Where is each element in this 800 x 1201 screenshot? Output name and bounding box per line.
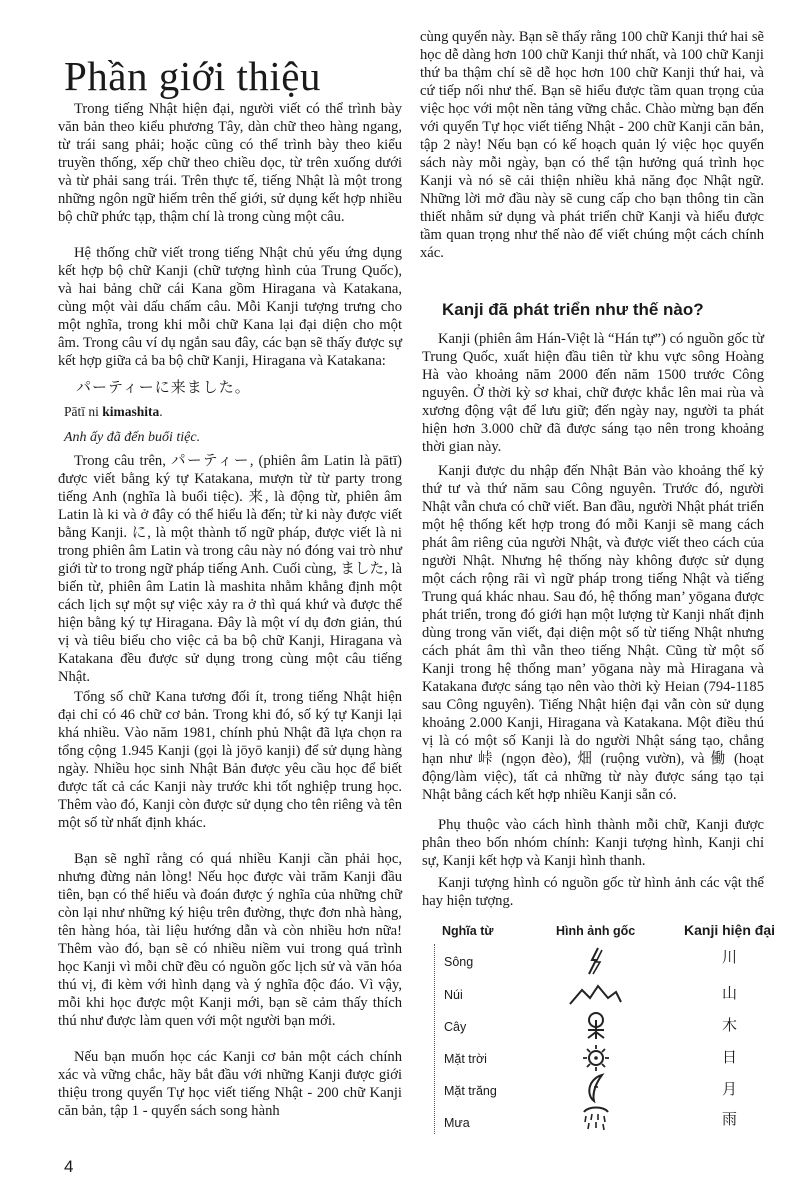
history-paragraph-3: Phụ thuộc vào cách hình thành mỗi chữ, Kanji được phân theo bốn nhóm chính: Kanji tượng hình, Kanji chỉ sự, Kanji kết hợp và Kanji hình thanh.: [422, 817, 764, 869]
table-row-kanji: 木: [722, 1016, 738, 1034]
table-row-kanji: 月: [722, 1080, 738, 1098]
example-japanese: パーティーに来ました。: [76, 378, 251, 396]
table-row-kanji: 山: [722, 984, 738, 1002]
table-row-meaning: Cây: [444, 1020, 467, 1034]
table-row-meaning: Mưa: [444, 1116, 470, 1130]
section-heading: Kanji đã phát triển như thế nào?: [442, 300, 704, 319]
table-row-kanji: 川: [722, 948, 738, 966]
table-header-original: Hình ảnh gốc: [556, 924, 636, 938]
moon-pictograph-icon: [574, 1073, 618, 1103]
intro-paragraph-1: Trong tiếng Nhật hiện đại, người viết có thể trình bày văn bản theo kiểu phương Tây, dàn chữ theo hàng ngang, từ trái sang phải; hoặc cũng có thể trình bày theo kiểu truyền thống, xếp chữ theo chiều dọc, từ trên xuống dưới và từ phải sang trái. Trên thực tế, tiếng Nhật là một trong những ngôn ngữ hiếm trên thế giới, sử dụng kết hợp nhiều bộ chữ phức tạp, thậm chí là trong cùng một câu.: [58, 101, 402, 225]
table-divider: [434, 944, 435, 1134]
page-number: 4: [64, 1157, 74, 1176]
intro-paragraph-2: Hệ thống chữ viết trong tiếng Nhật chủ yếu ứng dụng kết hợp bộ chữ Kanji (chữ tượng hình của Trung Quốc), và hai bảng chữ cái Kana gồm Hiragana và Katakana, cùng một vài dấu chấm câu. Mỗi Kanji tượng trưng cho một nghĩa, trong khi mỗi chữ Kana lại đại diện cho một âm. Trong câu ví dụ ngắn sau đây, các bạn sẽ thấy được sự kết hợp giữa cả ba bộ chữ Kanji, Hiragana và Katakana:: [58, 245, 402, 369]
intro-paragraph-4: Tổng số chữ Kana tương đối ít, trong tiếng Nhật hiện đại chỉ có 46 chữ cơ bản. Trong khi đó, số ký tự Kanji lại khá nhiều. Vào năm 1981, chính phủ Nhật đã lựa chọn ra tổng cộng 1.945 Kanji (gọi là jōyō kanji) để sử dụng hàng ngày. Nhiều học sinh Nhật Bản được yêu cầu học để biết được tất cả các Kanji này trước khi tốt nghiệp trung học. Thêm vào đó, Kanji còn được sử dụng cho tên riêng và tên một số từ nhất định khác.: [58, 689, 402, 831]
tree-pictograph-icon: [574, 1010, 618, 1040]
table-row-meaning: Mặt trời: [444, 1052, 487, 1066]
table-row-kanji: 雨: [722, 1110, 738, 1128]
example-romaji: Pātī ni kimashita.: [64, 404, 163, 419]
history-paragraph-2: Kanji được du nhập đến Nhật Bản vào khoảng thế kỷ thứ tư và thứ năm sau Công nguyên. Trước đó, người Nhật vẫn chưa có chữ viết. Ban đầu, người Nhật phát triển một hệ thống kết hợp trong đó mỗi Kanji sẽ mang cách phát âm riêng của người Nhật, và được viết theo cách của người Nhật. Nhưng hệ thống này không được sử dụng một cách rộng rãi vì ngữ pháp trong tiếng Nhật và tiếng Trung quá khác nhau. Sau đó, hệ thống man’ yōgana được phát triển, trong đó giới hạn một lượng từ Kanji nhất định dùng trong văn viết, đại diện một số từ tiếng Nhật nhưng cách phát âm thì vẫn theo tiếng Nhật. Cũng từ một số Kanji trong hệ thống man’ yōgana này mà Hiragana và Katakana được sáng tạo nên vào thời kỳ Heian (794-1185 sau Công nguyên). Tiếng Nhật hiện đại vẫn còn sử dụng khoảng 2.000 Kanji, Hiragana và Katakana. Một điều thú vị là có một số Kanji là do người Nhật sáng tạo, chẳng hạn như 峠 (ngọn đèo), 畑 (ruộng vườn), và 働 (hoạt động/làm việc), tất cả những từ này được sáng tạo tại Nhật bằng cách kết hợp nhiều Kanji sẵn có.: [422, 463, 764, 803]
table-row-meaning: Sông: [444, 955, 474, 969]
table-row-kanji: 日: [722, 1048, 738, 1066]
intro-paragraph-6: Nếu bạn muốn học các Kanji cơ bản một cách chính xác và vững chắc, hãy bắt đầu với những Kanji được giới thiệu trong quyển Tự học viết tiếng Nhật - 200 chữ Kanji căn bản, tập 1 - quyển sách song hành: [58, 1049, 402, 1119]
history-paragraph-1: Kanji (phiên âm Hán-Việt là “Hán tự”) có nguồn gốc từ Trung Quốc, xuất hiện đầu tiên từ khu vực sông Hoàng Hà vào khoảng năm 2000 đến năm 1500 trước Công nguyên. Ở thời kỳ sơ khai, chữ được khắc lên mai rùa và xương động vật để lưu giữ; đến ngày nay, người ta phát hiện hơn 3.000 chữ đã được sáng tạo nên trong khoảng thời gian này.: [422, 331, 764, 455]
table-row-meaning: Mặt trăng: [444, 1084, 497, 1098]
continued-paragraph: cùng quyển này. Bạn sẽ thấy rằng 100 chữ Kanji thứ hai sẽ học dễ dàng hơn 100 chữ Kanji thứ nhất, và 100 chữ Kanji thứ ba thậm chí sẽ dễ học hơn 100 chữ Kanji thứ hai, và cứ tiếp nối như thế. Bạn sẽ hiểu được tầm quan trọng của việc học với một nền tảng vững chắc. Chào mừng bạn đến với quyển Tự học viết tiếng Nhật - 200 chữ Kanji căn bản, tập 2 này! Nếu bạn có kế hoạch quản lý việc học quyển sách này mỗi ngày, bạn có thể tận hưởng quá trình học Kanji và nó sẽ cải thiện nhiều khả năng đọc Nhật ngữ. Những lời mở đầu này sẽ cung cấp cho bạn thông tin cần thiết nhằm sử dụng và phát triển chữ Kanji và hiểu được tầm quan trọng như thế nào để viết chúng một cách chính xác.: [420, 29, 764, 261]
page-title: Phần giới thiệu: [64, 53, 321, 99]
history-paragraph-4: Kanji tượng hình có nguồn gốc từ hình ảnh các vật thể hay hiện tượng.: [422, 875, 764, 909]
rain-pictograph-icon: [574, 1104, 618, 1134]
intro-paragraph-3: Trong câu trên, パーティー, (phiên âm Latin là pātī) được viết bằng ký tự Katakana, mượn từ từ party trong tiếng Anh (nghĩa là buổi tiệc). 来, là động từ, phiên âm Latin là ki và ở đây có thể hiểu là đến; từ ki này được viết bằng Kanji. に, là một thành tố ngữ pháp, được viết là ni trong phiên âm Latin và trong câu này nó đóng vai trò như giới từ to trong ngữ pháp tiếng Anh. Cuối cùng, ました, là biến từ, phiên âm Latin là mashita nhằm khẳng định một cách lịch sự một sự việc xảy ra ở thì quá khứ và được thể hiện bằng ký tự Hiragana. Đây là một ví dụ đơn giản, thú vị và tiêu biểu cho việc cả ba bộ chữ Kanji, Hiragana và Katakana đều được sử dụng trong cùng một câu tiếng Nhật.: [58, 453, 402, 685]
intro-paragraph-5: Bạn sẽ nghĩ rằng có quá nhiều Kanji cần phải học, nhưng đừng nản lòng! Nếu học được vài trăm Kanji đầu tiên, bạn có thể hiểu và đoán được ý nghĩa của những chữ còn lại như những ký hiệu trên đường, thực đơn nhà hàng, tên hàng hóa, tài liệu hướng dẫn và còn nhiều hơn nữa! Thêm vào đó, bạn sẽ có nhiều niềm vui trong quá trình học Kanji vì mỗi chữ đều có nguồn gốc lịch sử và văn hóa thú vị, đi kèm với hình dạng và ý nghĩa độc đáo. Vì vậy, mỗi khi học được một Kanji mới, bạn sẽ cảm thấy thích thú như được làm quen với một người bạn mới.: [58, 851, 402, 1029]
mountain-pictograph-icon: [568, 980, 622, 1010]
river-pictograph-icon: [574, 946, 618, 976]
table-row-meaning: Núi: [444, 988, 463, 1002]
example-translation: Anh ấy đã đến buổi tiệc.: [64, 430, 201, 445]
table-header-meaning: Nghĩa từ: [442, 924, 494, 938]
sun-pictograph-icon: [574, 1043, 618, 1073]
table-header-modern: Kanji hiện đại: [684, 922, 776, 938]
